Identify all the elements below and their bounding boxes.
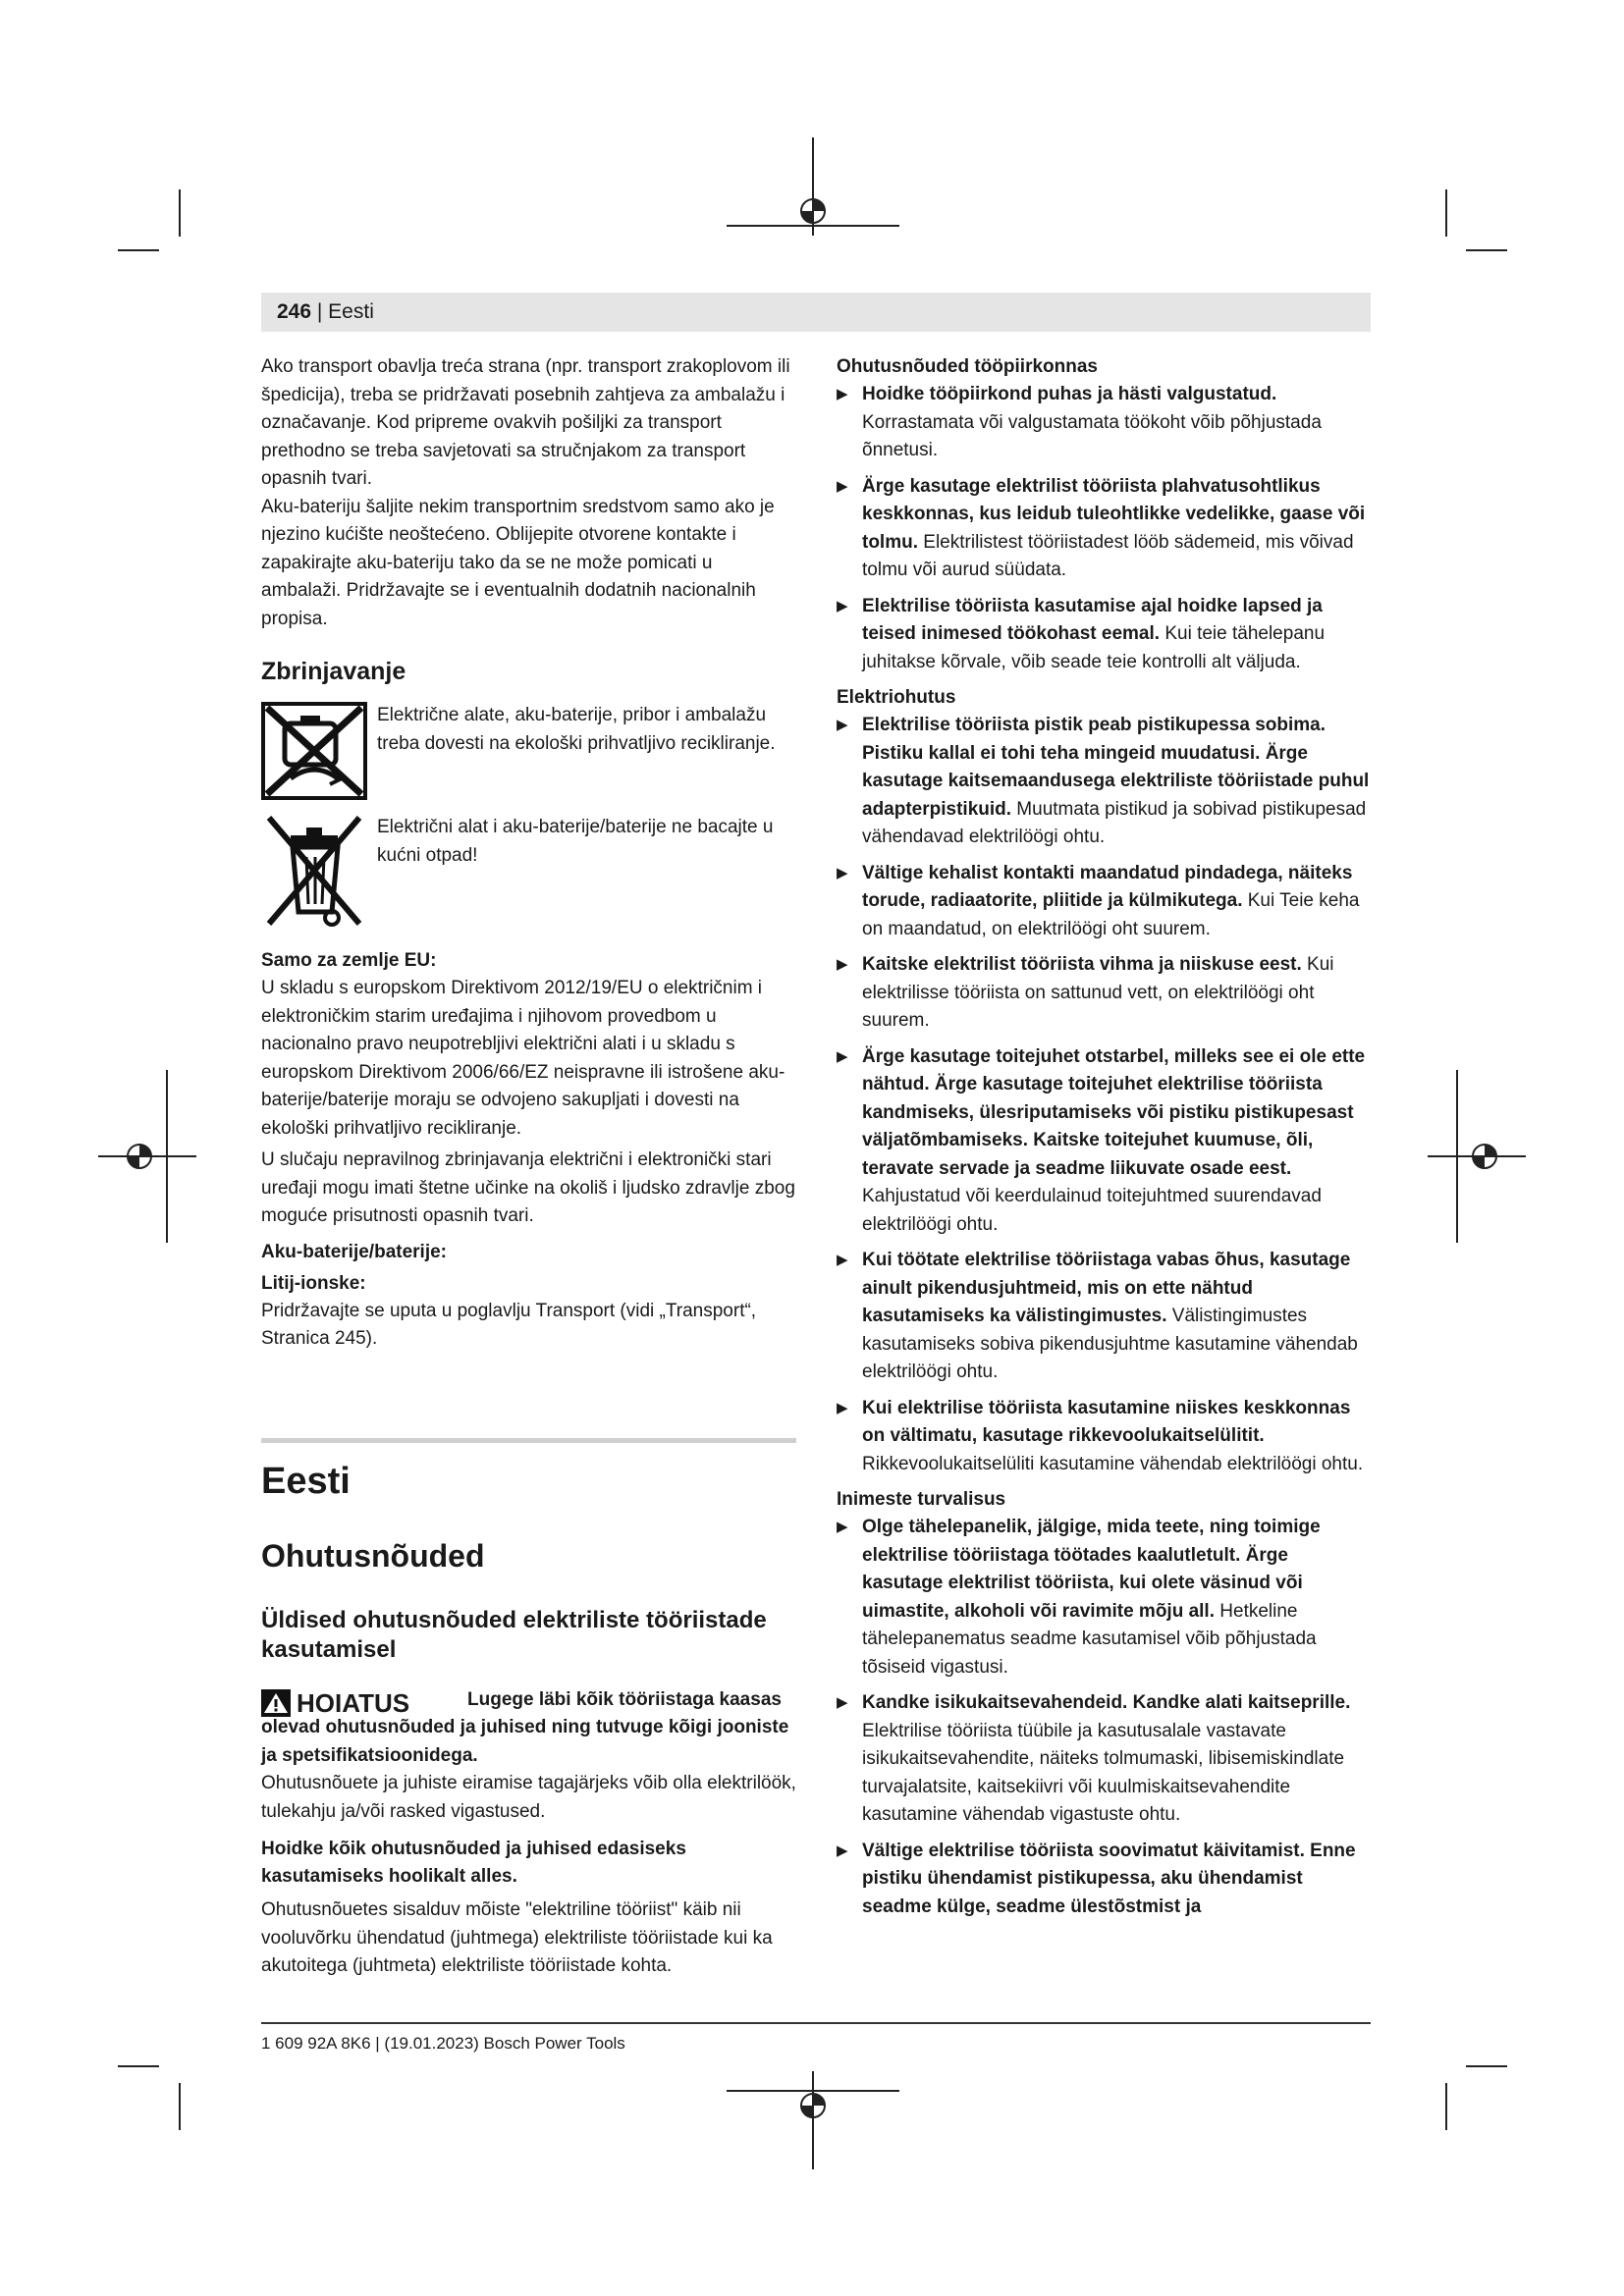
disposal-heading: Zbrinjavanje (261, 658, 406, 685)
left-column (261, 353, 796, 1981)
workplace-safety-list (837, 381, 1372, 676)
list-item: ▶ Kui töötate elektrilise tööriistaga vabas õhus, kasutage ainult pikendusjuhtmeid, mis on ette nähtud kasutamiseks ka välistingimustes. Välistingimustes kasutamiseks sobiva pikendusjuhtme kasutamine vähendab elektrilöögi ohtu. (837, 1247, 1372, 1387)
keep-instructions-heading: Hoidke kõik ohutusnõuded ja juhised edasiseks kasutamiseks hoolikalt alles. (261, 1839, 686, 1887)
electrical-safety-heading: Elektriohutus (837, 687, 956, 708)
crop-mark (118, 249, 159, 251)
list-item: ▶ Elektrilise tööriista pistik peab pistikupessa sobima. Pistiku kallal ei tohi teha mingeid muudatusi. Ärge kasutage kaitsemaandusega elektriliste tööriistade puhul adapterpistikuid. Muutmata pistikud ja sobivad pistikupesad vähendavad elektrilöögi ohtu. (837, 712, 1372, 852)
list-item: ▶ Kui elektrilise tööriista kasutamine niiskes keskkonnas on vältimatu, kasutage rikkevoolukaitselülitit. Rikkevoolukaitselüliti kasutamine vähendab elektrilöögi ohtu. (837, 1395, 1372, 1479)
term-definition-text: Ohutusnõuetes sisalduv mõiste "elektriline tööriist" käib nii vooluvõrku ühendatud (juhtmega) elektriliste tööriistade kui ka akutoitega (juhtmeta) elektriliste tööriistade kohta. (261, 1899, 773, 1976)
transport-paragraph: Ako transport obavlja treća strana (npr. transport zrakoplovom ili špedicija), treba se pridržavati posebnih zahtjeva za ambalažu i označavanje. Kod pripreme ovakvih pošiljki za transport prethodno se treba savjetovati sa stručnjakom za transport opasnih tvari. (261, 356, 790, 489)
electrical-safety-list (837, 712, 1372, 1478)
list-item: ▶ Kaitske elektrilist tööriista vihma ja niiskuse eest. Kui elektrilisse tööriista on sattunud vett, on elektrilöögi oht suurem. (837, 951, 1372, 1036)
personal-safety-list (837, 1514, 1372, 1921)
crop-mark (1466, 2065, 1507, 2067)
eu-heading: Samo za zemlje EU: (261, 950, 437, 971)
footer-divider (261, 2022, 1371, 2024)
list-item: ▶ Kandke isikukaitsevahendeid. Kandke alati kaitseprille. Elektrilise tööriista tüübile ja kasutusalale vastavate isikukaitsevahendite, näiteks tolmumaski, libisemiskindlate turvajalatsite, kaitsekiivri või kuulmiskaitsevahendite kasutamine vähendab vigastuste ohtu. (837, 1689, 1372, 1830)
triangle-right-icon: ▶ (837, 1399, 848, 1416)
eu-paragraph: U skladu s europskom Direktivom 2012/19/EU o električnim i elektroničkim starim uređajima i njihovom provedbom u nacionalno pravo neupotrebljivi električni alati i u skladu s europskom Direktivom 2006/66/EZ neispravne ili istrošene aku-baterije/baterije moraju se odvojeno sakupljati i dovesti na ekološki prihvatljivo recikliranje. (261, 978, 785, 1139)
triangle-right-icon: ▶ (837, 1842, 848, 1859)
registration-mark-icon (98, 1070, 196, 1243)
disposal-text: Električne alate, aku-baterije, pribor i ambalažu treba dovesti na ekološki prihvatljivo recikliranje. (377, 705, 776, 754)
triangle-right-icon: ▶ (837, 1047, 848, 1065)
right-column (837, 353, 1372, 1929)
language-section-title: Eesti (261, 1460, 351, 1502)
list-item: ▶ Ärge kasutage toitejuhet otstarbel, milleks see ei ole ette nähtud. Ärge kasutage toitejuhet elektrilise tööriista kandmiseks, ülesriputamiseks või pistiku pistikupesast väljatõmbamiseks. Kaitske toitejuhet kuumuse, õli, teravate servade ja seadme liikuvate osade eest. Kahjustatud või keerdulainud toitejuhtmed suurendavad elektrilöögi ohtu. (837, 1043, 1372, 1240)
triangle-right-icon: ▶ (837, 864, 848, 881)
section-divider (261, 1438, 796, 1443)
registration-mark-icon (727, 137, 899, 236)
triangle-right-icon: ▶ (837, 386, 848, 402)
list-item: ▶ Olge tähelepanelik, jälgige, mida teete, ning toimige elektrilise tööriistaga töötades kaalutletult. Ärge kasutage elektrilist tööriista, kui olete väsinud või uimastite, alkoholi või ravimite mõju all. Hetkeline tähelepanematus seadme kasutamisel võib põhjustada tõsiseid vigastusi. (837, 1514, 1372, 1682)
crop-mark (179, 2083, 181, 2130)
warning-label: HOIATUS (297, 1687, 410, 1718)
crop-mark (1445, 189, 1447, 237)
registration-mark-icon (727, 2071, 899, 2169)
crossed-out-battery-recycling-icon (261, 702, 367, 800)
list-item: ▶ Elektrilise tööriista kasutamise ajal hoidke lapsed ja teised inimesed töökohast eemal. Kui teie tähelepanu juhitakse kõrvale, võib seade teie kontrolli alt väljuda. (837, 593, 1372, 677)
warning-bold-text: Lugege läbi kõik tööriistaga kaasas olevad ohutusnõuded ja juhised ning tutvuge kõigi jooniste ja spetsifikatsioonidega. (261, 1688, 789, 1766)
warning-text: Ohutusnõuete ja juhiste eiramise tagajärjeks võib olla elektrilöök, tulekahju ja/või rasked vigastused. (261, 1773, 796, 1822)
general-safety-title: Üldised ohutusnõuded elektriliste tööriistade kasutamisel (261, 1606, 767, 1663)
safety-title: Ohutusnõuded (261, 1537, 485, 1574)
triangle-right-icon: ▶ (837, 477, 848, 495)
disposal-recycling-row (261, 702, 796, 800)
triangle-right-icon: ▶ (837, 597, 848, 614)
triangle-right-icon: ▶ (837, 1519, 848, 1535)
personal-safety-heading: Inimeste turvalisus (837, 1489, 1006, 1510)
triangle-right-icon: ▶ (837, 717, 848, 733)
crop-mark (179, 189, 181, 237)
eu-paragraph: U slučaju nepravilnog zbrinjavanja električni i elektronički stari uređaji mogu imati štetne učinke na okoliš i ljudsko zdravlje zbog moguće prisutnosti opasnih tvari. (261, 1149, 795, 1226)
lithium-heading: Litij-ionske: (261, 1272, 366, 1294)
battery-heading: Aku-baterije/baterije: (261, 1241, 447, 1262)
workplace-safety-heading: Ohutusnõuded tööpiirkonnas (837, 356, 1098, 377)
header-language: Eesti (328, 300, 374, 323)
registration-mark-icon (1428, 1070, 1526, 1243)
crossed-out-wheelie-bin-icon (261, 814, 367, 932)
disposal-text: Električni alat i aku-baterije/baterije ne bacajte u kućni otpad! (377, 817, 774, 866)
triangle-right-icon: ▶ (837, 1694, 848, 1711)
disposal-household-row (261, 814, 796, 932)
page-number: 246 (277, 300, 312, 323)
list-item: ▶ Vältige elektrilise tööriista soovimatut käivitamist. Enne pistiku ühendamist pistikupessa, aku ühendamist seadme külge, seadme ülestõstmist ja (837, 1838, 1372, 1922)
lithium-text: Pridržavajte se uputa u poglavlju Transport (vidi „Transport“, Stranica 245). (261, 1300, 757, 1349)
list-item: ▶ Ärge kasutage elektrilist tööriista plahvatusohtlikus keskkonnas, kus leidub tuleohtlikke vedelikke, gaase või tolmu. Elektrilistest tööriistadest lööb sädemeid, mis võivad tolmu või aurud süüdata. (837, 473, 1372, 585)
page-footer: 1 609 92A 8K6 | (19.01.2023) Bosch Power Tools (261, 2034, 625, 2053)
page-header (277, 299, 374, 325)
list-item: ▶ Vältige kehalist kontakti maandatud pindadega, näiteks torude, radiaatorite, pliitide ja külmikutega. Kui Teie keha on maandatud, on elektrilöögi oht suurem. (837, 860, 1372, 944)
warning-triangle-icon (261, 1689, 291, 1717)
transport-paragraph: Aku-bateriju šaljite nekim transportnim sredstvom samo ako je njezino kućište neoštećeno. Oblijepite otvorene kontakte i zapakirajte aku-bateriju tako da se ne može pomicati u ambalaži. Pridržavajte se i eventualnih dodatnih nacionalnih propisa. (261, 496, 775, 629)
triangle-right-icon: ▶ (837, 1252, 848, 1268)
list-item: ▶ Hoidke tööpiirkond puhas ja hästi valgustatud. Korrastamata või valgustamata töökoht võib põhjustada õnnetusi. (837, 381, 1372, 465)
header-separator: | (311, 300, 329, 323)
crop-mark (118, 2065, 159, 2067)
crop-mark (1445, 2083, 1447, 2130)
triangle-right-icon: ▶ (837, 956, 848, 973)
crop-mark (1466, 249, 1507, 251)
page-header-band (261, 293, 1371, 332)
